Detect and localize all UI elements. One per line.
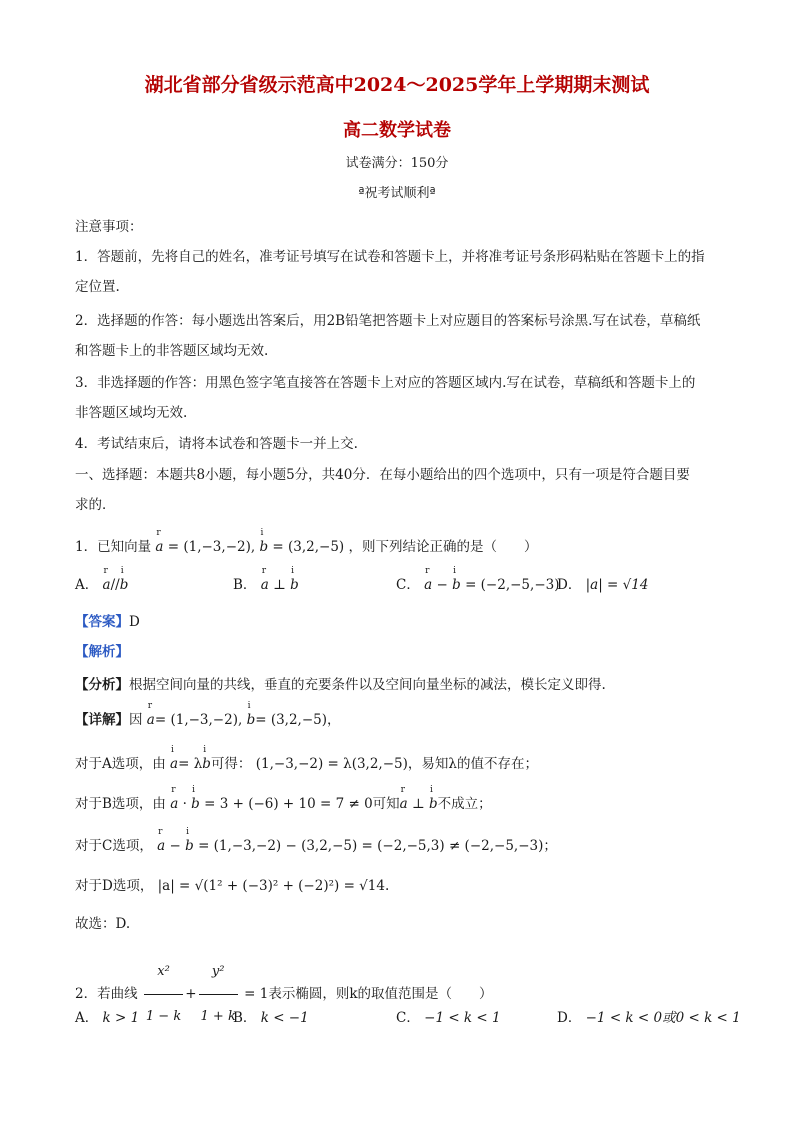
option-text: k < −1 <box>260 1010 309 1026</box>
option-label: D． <box>557 577 582 593</box>
vector-b: b i <box>259 528 269 555</box>
notice-item-4: 4．考试结束后，请将本试卷和答题卡一并上交. <box>75 436 358 452</box>
line-prefix: 对于A选项，由 <box>75 756 166 772</box>
q1-line-c: 对于C选项， a r − b i = (1,−3,−2) − (3,2,−5) = (−2,−5,3) ≠ (−2,−5,−3)； <box>75 827 557 854</box>
wish-text: ª祝考试顺利ª <box>358 186 436 201</box>
option-label: C． <box>396 1010 420 1026</box>
q1-a-value: = (1,−3,−2), <box>167 539 256 555</box>
section1-heading-cont: 求的． <box>75 497 116 513</box>
fenxi-label: 【分析】 <box>75 677 129 693</box>
notice-item-2: 2．选择题的作答：每小题选出答案后，用2B铅笔把答题卡上对应题目的答案标号涂黑.写在试卷，草稿纸 <box>75 313 701 329</box>
q1-stem-prefix: 1．已知向量 <box>75 539 152 555</box>
line-eq: = (1,−3,−2) − (3,2,−5) = (−2,−5,3) ≠ (−2,−5,−3) <box>198 838 544 854</box>
q2-option-a <box>75 1006 139 1026</box>
q1-detail: 【详解】因 a r = (1,−3,−2), b i = (3,2,−5)， <box>75 701 341 728</box>
option-text: −1 < k < 0或0 < k < 1 <box>585 1010 741 1026</box>
line-mid: = λ <box>178 756 203 772</box>
analysis-label: 【解析】 <box>75 644 129 660</box>
fenxi-text: 根据空间向量的共线，垂直的充要条件以及空间向量坐标的减法，模长定义即得. <box>129 677 606 693</box>
q1-option-a: A． a r //b i <box>75 566 129 593</box>
q1-analysis-label <box>75 640 725 660</box>
q2-stem-prefix: 2．若曲线 <box>75 986 138 1002</box>
detail-label: 【详解】 <box>75 712 129 728</box>
line-can: 可得： <box>210 756 252 772</box>
q1-option-b: B． a r ⊥ b i <box>233 566 299 593</box>
q1-stem-suffix: ，则下列结论正确的是（ ） <box>348 539 538 555</box>
detail-b-value: = (3,2,−5)， <box>255 712 341 728</box>
q1-stem <box>75 528 725 555</box>
fraction-x <box>144 950 183 1039</box>
equals-one: = 1 <box>244 986 269 1002</box>
answer-value: D <box>129 614 140 630</box>
line-eq: = 3 + (−6) + 10 = 7 ≠ 0 <box>204 796 373 812</box>
answer-label: 【答案】 <box>75 614 129 630</box>
line-suffix: ； <box>543 838 557 854</box>
line-suffix: ，易知λ的值不存在； <box>407 756 538 772</box>
line-mid: 可知 <box>372 796 400 812</box>
q1-option-d <box>557 573 648 593</box>
fraction-denominator: 1 − k <box>145 1009 182 1024</box>
q2-option-c <box>396 1006 501 1026</box>
option-label: A． <box>75 577 99 593</box>
detail-a-value: = (1,−3,−2), <box>154 712 243 728</box>
q1-line-d <box>75 874 725 894</box>
q1-fenxi <box>75 673 725 693</box>
option-label: C． <box>396 577 420 593</box>
notice-item-3: 3．非选择题的作答：用黑色签字笔直接答在答题卡上对应的答题区域内.写在试卷，草稿纸和答题卡上的 <box>75 375 696 391</box>
option-label: B． <box>233 577 257 593</box>
q1-conclusion: 故选：D. <box>75 916 131 932</box>
vector-a: a r <box>155 528 164 555</box>
notice-item-1-cont: 定位置. <box>75 279 120 295</box>
q1-answer <box>75 610 725 630</box>
line-eq: (1,−3,−2) = λ(3,2,−5) <box>255 756 408 772</box>
line-prefix: 对于D选项， <box>75 878 154 894</box>
q2-option-d <box>557 1006 741 1026</box>
full-score: 试卷满分：150分 <box>345 156 449 171</box>
line-prefix: 对于C选项， <box>75 838 153 854</box>
q1-b-value: = (3,2,−5) <box>272 539 345 555</box>
notice-item-3-cont: 非答题区域均无效. <box>75 405 188 421</box>
section1-heading: 一、选择题：本题共8小题，每小题5分，共40分．在每小题给出的四个选项中，只有一项是符合题目要 <box>75 467 690 483</box>
line-eq: |a| = √(1² + (−3)² + (−2)²) = √14. <box>157 878 390 894</box>
option-text: // <box>110 577 120 593</box>
exam-title: 湖北省部分省级示范高中2024～2025学年上学期期末测试 <box>144 74 650 96</box>
q1-option-c: C． a r − b i = (−2,−5,−3) <box>396 566 560 593</box>
exam-subtitle: 高二数学试卷 <box>343 120 451 141</box>
option-label: A． <box>75 1010 99 1026</box>
fraction-numerator: x² <box>144 950 183 995</box>
option-text: ⊥ <box>273 577 286 593</box>
notice-item-2-cont: 和答题卡上的非答题区域均无效. <box>75 343 269 359</box>
line-prefix: 对于B选项，由 <box>75 796 166 812</box>
q2-stem-suffix: 表示椭圆，则k的取值范围是（ ） <box>268 986 493 1002</box>
fraction-denominator: 1 + k <box>200 1009 236 1024</box>
fraction-y <box>199 950 238 1039</box>
option-text: = (−2,−5,−3) <box>465 577 560 593</box>
q1-line-b: 对于B选项，由 a r · b i = 3 + (−6) + 10 = 7 ≠ 0可知a r ⊥ b i 不成立； <box>75 785 492 812</box>
option-label: B． <box>233 1010 257 1026</box>
fraction-numerator: y² <box>199 950 238 995</box>
option-text: |a| = √14 <box>585 577 649 593</box>
q2-option-b <box>233 1006 309 1026</box>
option-text: −1 < k < 1 <box>424 1010 501 1026</box>
line-suffix: 不成立； <box>437 796 492 812</box>
notice-item-1: 1．答题前，先将自己的姓名，准考证号填写在试卷和答题卡上，并将准考证号条形码粘贴在答题卡上的指 <box>75 249 705 265</box>
detail-prefix: 因 <box>129 712 143 728</box>
notice-heading: 注意事项： <box>75 219 143 235</box>
option-text: k > 1 <box>102 1010 140 1026</box>
option-label: D． <box>557 1010 582 1026</box>
plus-sign: + <box>185 986 197 1002</box>
q1-line-a: 对于A选项，由 a i = λb i 可得： (1,−3,−2) = λ(3,2,−5)，易知λ的值不存在； <box>75 745 538 772</box>
